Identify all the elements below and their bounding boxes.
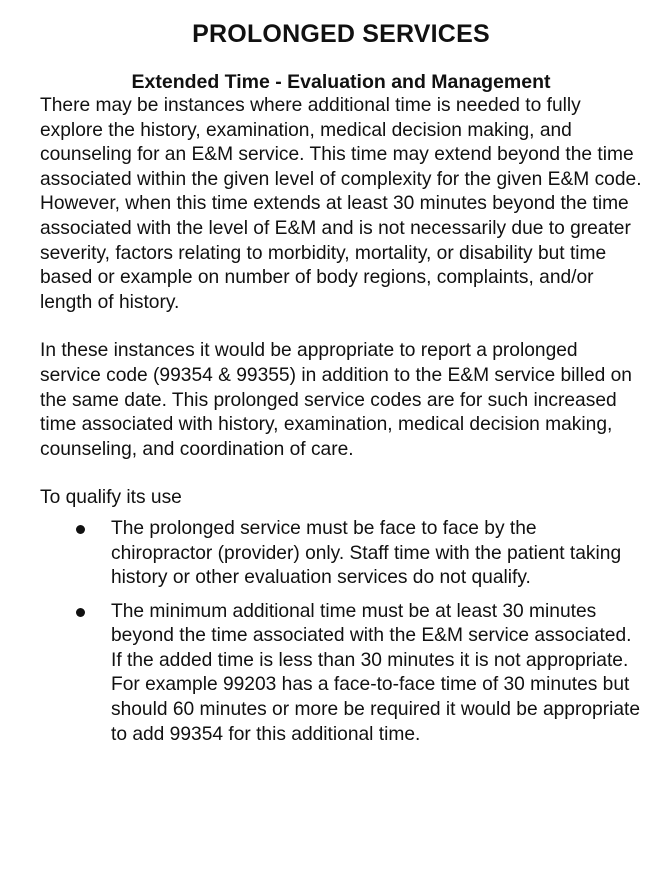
qualify-intro: To qualify its use — [40, 487, 182, 509]
paragraph-spacer — [40, 315, 642, 339]
list-item — [40, 517, 642, 591]
list-item-text: The minimum additional time must be at least 30 minutes beyond the time associated with the E&M service associated. If the added time is less than 30 minutes it is not appropriate. For example 99203 has a face-to-face time of 30 minutes but should 60 minutes or more be required it would be appropriate to add 99354 for this additional time. — [111, 600, 641, 745]
paragraph-spacer — [40, 462, 642, 486]
list-item-text: The prolonged service must be face to face by the chiropractor (provider) only. Staff time with the patient taking history or other evaluation services do not qualify. — [111, 517, 622, 589]
section-subtitle: Extended Time - Evaluation and Management — [131, 71, 551, 93]
paragraph-extended-time: There may be instances where additional time is needed to fully explore the history, examination, medical decision making, and counseling for an E&M service. This time may extend beyond the time associated within the given level of complexity for the given E&M code. However, when this time extends at least 30 minutes beyond the time associated with the level of E&M and is not necessarily due to greater severity, factors relating to morbidity, mortality, or disability but time based or example on number of body regions, complaints, and/or length of history. — [40, 95, 642, 313]
bullet-icon — [76, 608, 85, 617]
page-title: PROLONGED SERVICES — [192, 20, 490, 48]
paragraph-prolonged-code: In these instances it would be appropriate to report a prolonged service code (99354 & 99355) in addition to the E&M service billed on the same date. This prolonged service codes are for such increased time associated with history, examination, medical decision making, counseling, and coordination of care. — [40, 340, 632, 460]
list-item — [40, 600, 642, 748]
qualification-list — [40, 517, 642, 747]
bullet-icon — [76, 525, 85, 534]
